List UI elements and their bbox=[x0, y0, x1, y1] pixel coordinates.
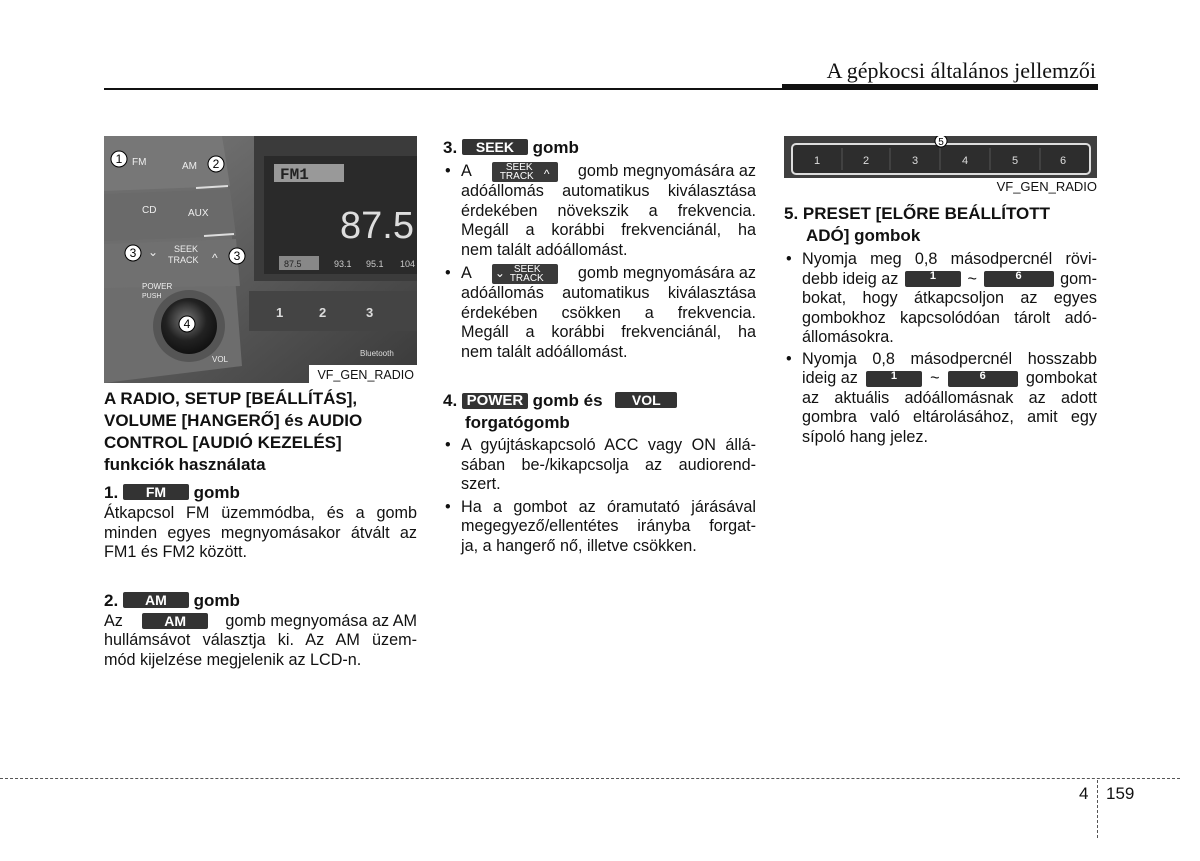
section-number: 4 bbox=[1079, 784, 1089, 803]
right-column bbox=[784, 203, 1097, 447]
seek-down-bullet-start: • A bbox=[461, 264, 472, 283]
seek-up-bullet-first-line bbox=[461, 162, 756, 182]
seek-up-line-4: Megáll a korábbi frekvenciánál, ha bbox=[461, 221, 756, 239]
radio-label-fm: FM bbox=[132, 157, 147, 168]
preset-short-line-2-end: gom- bbox=[1060, 269, 1097, 288]
radio-preset-2: 2 bbox=[319, 305, 327, 320]
radio-label-cd: CD bbox=[142, 205, 157, 216]
preset-long-line-3: az aktuális adóállomásnak az adott bbox=[802, 388, 1097, 407]
preset-long-line-1: • Nyomja 0,8 másodpercnél hosszabb bbox=[802, 349, 1097, 368]
am-text-line-2: hullámsávot választja ki. Az AM üzem- bbox=[104, 631, 417, 649]
preset-short-line-3: bokat, hogy átkapcsoljon az egyes bbox=[802, 289, 1097, 307]
preset-buttons-photo bbox=[784, 136, 1097, 178]
seek-up-bullet-end: gomb megnyomására az bbox=[577, 162, 756, 181]
seek-up-key-track: TRACK bbox=[499, 171, 534, 182]
power-line-3: szert. bbox=[461, 475, 501, 493]
display-mode: FM1 bbox=[280, 166, 309, 184]
preset-key-6-icon-2: 6 bbox=[948, 371, 1018, 387]
radio-label-am: AM bbox=[182, 161, 197, 172]
preset-heading-line-1: 5. PRESET [ELŐRE BEÁLLÍTOTT bbox=[784, 204, 1051, 223]
preset-key-1-icon: 1 bbox=[905, 271, 961, 287]
power-bullet bbox=[443, 436, 756, 495]
fm-text-line-1: Átkapcsol FM üzemmódba, és a gomb bbox=[104, 504, 417, 522]
seek-heading-word: gomb bbox=[532, 138, 579, 157]
vol-line-2: megegyező/ellentétes irányba forgat- bbox=[461, 517, 756, 535]
radio-panel-photo bbox=[104, 136, 417, 383]
am-text-line-3: mód kijelzése megjelenik az LCD-n. bbox=[104, 650, 362, 669]
seek-up-line-3: érdekében növekszik a frekvencia. bbox=[461, 201, 756, 220]
callout-3-right: 3 bbox=[233, 249, 241, 263]
power-key-icon: POWER bbox=[462, 393, 528, 409]
fm-text-line-2: minden egyes megnyomásakor átvált az bbox=[104, 523, 417, 542]
am-key-icon: AM bbox=[123, 592, 189, 608]
section-title-line-3: CONTROL [AUDIÓ KEZELÉS] bbox=[104, 433, 342, 452]
preset-short-line-2 bbox=[802, 270, 1097, 290]
preset-key-1-icon-2: 1 bbox=[866, 371, 922, 387]
preset-long-press-bullet bbox=[784, 350, 1097, 448]
seek-heading bbox=[443, 137, 756, 159]
preset-heading-line-2: ADÓ] gombok bbox=[806, 226, 921, 245]
am-heading-word: gomb bbox=[193, 590, 240, 610]
seek-track-down-key-icon bbox=[492, 264, 558, 284]
display-preset-1: 87.5 bbox=[284, 259, 302, 269]
seek-up-bullet bbox=[443, 162, 756, 260]
preset-button-5: 5 bbox=[1011, 155, 1019, 167]
radio-label-power: POWER bbox=[142, 282, 173, 291]
power-heading-word: gomb és bbox=[532, 391, 603, 410]
seek-up-bullet-start: • A bbox=[461, 162, 472, 181]
page-number: 159 bbox=[1106, 784, 1135, 803]
seek-key-icon: SEEK bbox=[462, 139, 528, 155]
preset-button-4: 4 bbox=[961, 155, 969, 167]
seek-track-up-key-icon bbox=[492, 162, 558, 182]
am-text-line-1-start: Az bbox=[104, 611, 123, 630]
seek-up-chevron-icon: ^ bbox=[212, 251, 218, 265]
radio-label-seek: SEEK bbox=[174, 244, 199, 254]
preset-buttons-illustration bbox=[784, 136, 1097, 178]
callout-4: 4 bbox=[183, 317, 191, 331]
left-column bbox=[104, 388, 417, 670]
power-heading-number: 4. bbox=[443, 391, 458, 410]
seek-down-line-5: nem talált adóállomást. bbox=[461, 342, 628, 361]
preset-long-line-2-end: gombokat bbox=[1025, 369, 1097, 387]
fm-heading-word: gomb bbox=[193, 483, 240, 502]
seek-down-bullet-end: gomb megnyomására az bbox=[577, 264, 756, 283]
preset-button-2: 2 bbox=[862, 155, 870, 167]
section-title-line-4: funkciók használata bbox=[104, 455, 266, 474]
seek-up-line-5: nem talált adóállomást. bbox=[461, 240, 628, 259]
fm-text-line-3: FM1 és FM2 között. bbox=[104, 543, 248, 561]
vol-key-icon: VOL bbox=[615, 392, 677, 408]
radio-figure-caption: VF_GEN_RADIO bbox=[317, 368, 414, 382]
power-line-2: sában be-/kikapcsolja az audiorend- bbox=[461, 455, 756, 474]
power-vol-heading bbox=[443, 390, 756, 412]
vol-line-3: ja, a hangerő nő, illetve csökken. bbox=[461, 536, 697, 555]
page-header-title: A gépkocsi általános jellemzői bbox=[826, 58, 1096, 83]
preset-button-1: 1 bbox=[813, 155, 821, 167]
seek-down-key-track: TRACK bbox=[509, 273, 544, 284]
vol-bullet bbox=[443, 498, 756, 557]
seek-up-line-2: adóállomás automatikus kiválasztása bbox=[461, 182, 756, 200]
radio-preset-3: 3 bbox=[366, 305, 374, 320]
preset-key-6-icon: 6 bbox=[984, 271, 1054, 287]
display-frequency: 87.5 bbox=[340, 205, 414, 247]
preset-figure-caption: VF_GEN_RADIO bbox=[996, 179, 1097, 194]
callout-2: 2 bbox=[212, 157, 220, 171]
preset-short-line-4: gombokhoz kapcsolódóan tárolt adó- bbox=[802, 308, 1097, 327]
header-rule-accent bbox=[782, 84, 1098, 90]
radio-preset-1: 1 bbox=[276, 305, 284, 320]
callout-1: 1 bbox=[115, 152, 123, 166]
preset-long-line-4: gombra való eltárolásához, amit egy bbox=[802, 408, 1097, 426]
am-inline-key-icon: AM bbox=[142, 613, 208, 629]
seek-heading-number: 3. bbox=[443, 138, 458, 157]
display-preset-2: 93.1 bbox=[334, 259, 352, 269]
preset-short-press-bullet bbox=[784, 250, 1097, 348]
radio-label-push: PUSH bbox=[142, 293, 162, 300]
tilde-separator: ~ bbox=[967, 269, 977, 288]
seek-down-bullet-first-line bbox=[461, 264, 756, 284]
fm-heading-number: 1. bbox=[104, 483, 119, 502]
footer-vertical-rule bbox=[1097, 780, 1098, 838]
callout-5: 5 bbox=[938, 137, 944, 148]
vol-line-1: • Ha a gombot az óramutató járásával bbox=[461, 497, 756, 516]
callout-3-left: 3 bbox=[129, 246, 137, 260]
fm-key-icon: FM bbox=[123, 484, 189, 500]
am-heading bbox=[104, 590, 417, 612]
section-title-line-1: A RADIO, SETUP [BEÁLLÍTÁS], bbox=[104, 389, 358, 408]
seek-down-line-2: adóállomás automatikus kiválasztása bbox=[461, 284, 756, 302]
fm-heading bbox=[104, 482, 417, 504]
section-title-line-2: VOLUME [HANGERŐ] és AUDIO bbox=[104, 411, 363, 430]
display-preset-3: 95.1 bbox=[366, 259, 384, 269]
radio-label-vol: VOL bbox=[212, 355, 229, 364]
preset-short-line-1: • Nyomja meg 0,8 másodpercnél rövi- bbox=[802, 250, 1097, 268]
power-vol-heading-line-2: forgatógomb bbox=[465, 413, 570, 432]
seek-down-chevron-icon: ⌄ bbox=[148, 245, 159, 259]
seek-down-line-4: Megáll a korábbi frekvenciánál, ha bbox=[461, 323, 756, 341]
seek-down-bullet bbox=[443, 264, 756, 362]
preset-long-line-2 bbox=[802, 369, 1097, 389]
tilde-separator-2: ~ bbox=[930, 369, 940, 387]
radio-panel-illustration bbox=[104, 136, 417, 383]
seek-down-line-3: érdekében csökken a frekvencia. bbox=[461, 303, 756, 322]
radio-label-track: TRACK bbox=[168, 255, 199, 265]
preset-button-6: 6 bbox=[1059, 155, 1067, 167]
am-heading-number: 2. bbox=[104, 590, 119, 610]
chevron-down-icon: ⌄ bbox=[494, 266, 505, 280]
seek-up-key-seek: SEEK bbox=[505, 162, 533, 173]
preset-short-line-2-start: debb ideig az bbox=[802, 269, 899, 288]
chevron-up-icon: ^ bbox=[543, 167, 550, 181]
radio-label-bluetooth: Bluetooth bbox=[360, 349, 394, 358]
preset-long-line-2-start: ideig az bbox=[802, 369, 858, 387]
power-line-1: • A gyújtáskapcsoló ACC vagy ON állá- bbox=[461, 436, 756, 454]
radio-label-aux: AUX bbox=[188, 208, 209, 219]
preset-long-line-5: sípoló hang jelez. bbox=[802, 427, 928, 446]
preset-short-line-5: állomásokra. bbox=[802, 328, 894, 346]
preset-button-3: 3 bbox=[911, 155, 919, 167]
footer-dashed-rule bbox=[0, 778, 1180, 779]
display-preset-4: 104 bbox=[400, 259, 416, 269]
middle-column bbox=[443, 137, 756, 556]
am-text-line-1-end: gomb megnyomása az AM bbox=[225, 611, 417, 630]
seek-down-key-seek: SEEK bbox=[513, 264, 541, 275]
am-text-line-1 bbox=[104, 612, 417, 632]
